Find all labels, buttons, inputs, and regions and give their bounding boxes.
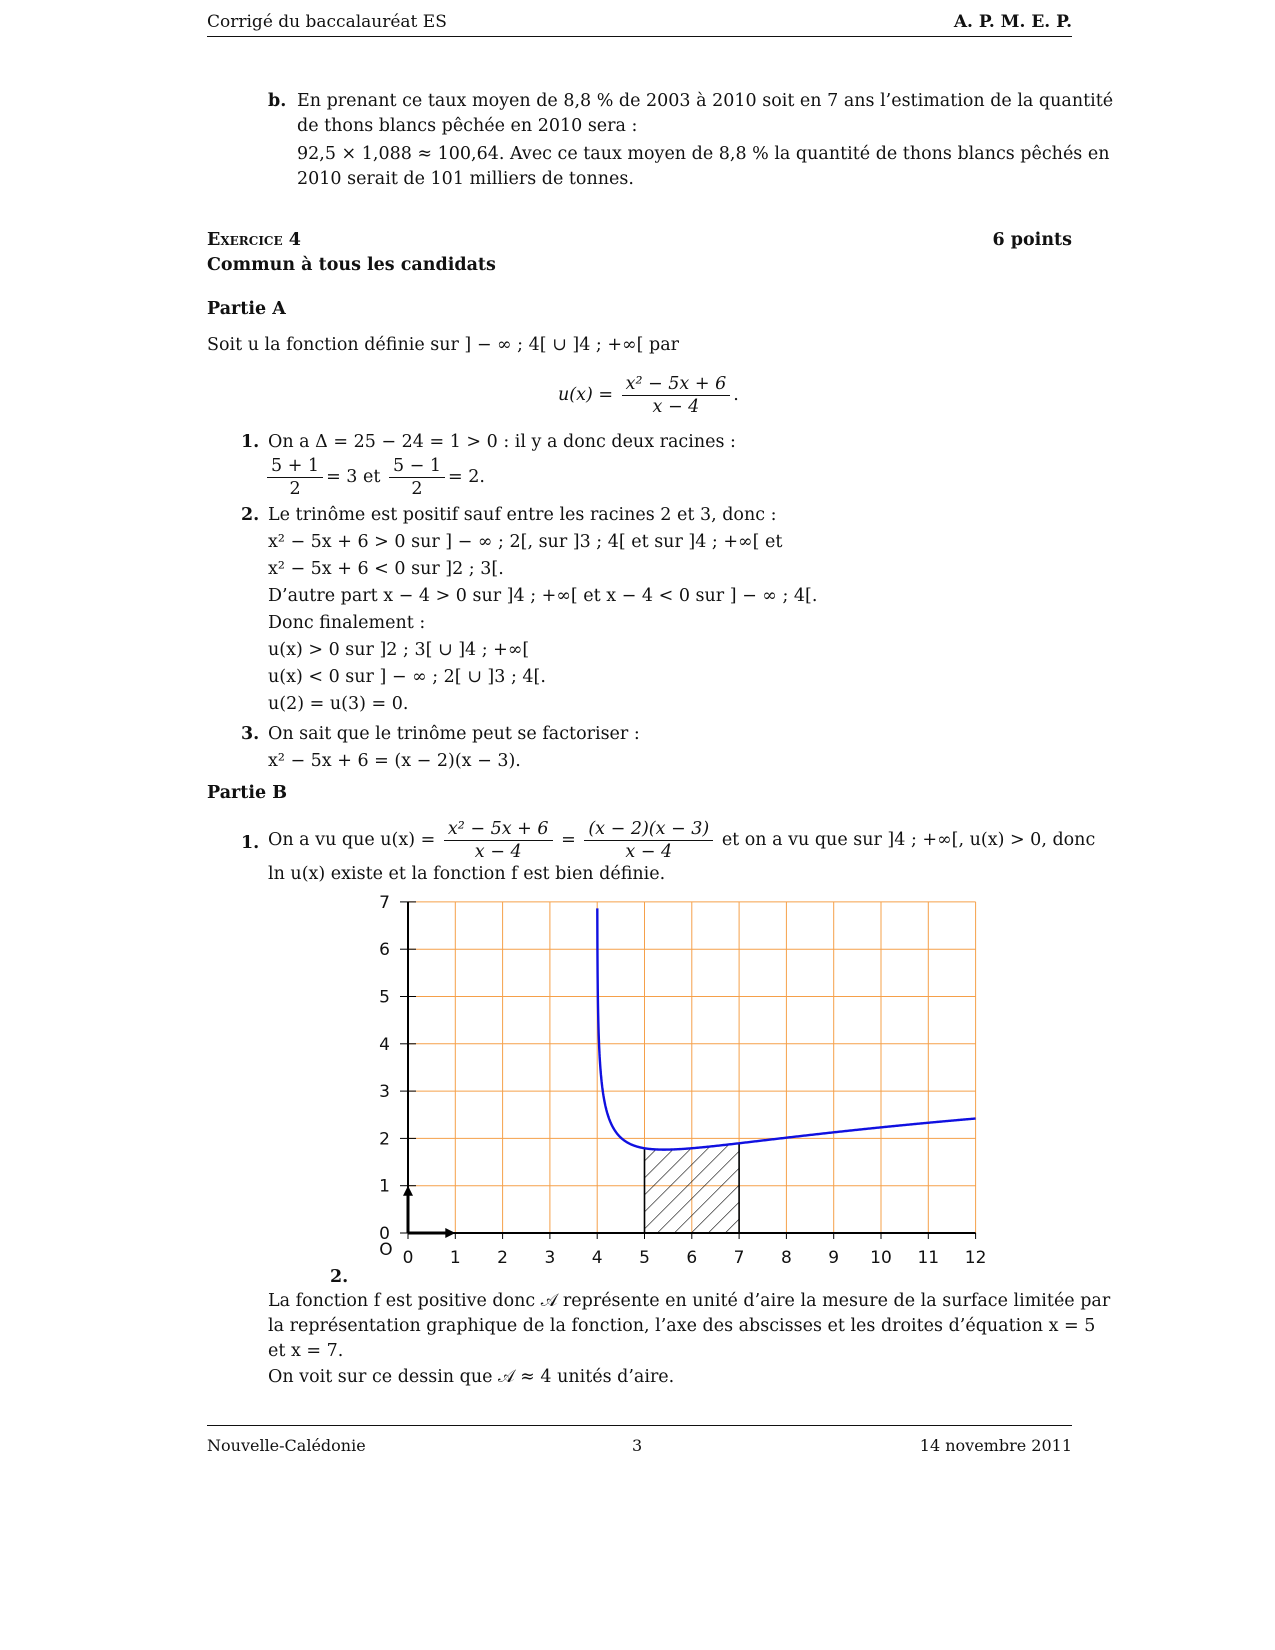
partA-q3-line: On sait que le trinôme peut se factoriser :: [268, 724, 640, 744]
partB-q2-line: La fonction f est positive donc 𝒜 représente en unité d’aire la mesure de la surface limitée par: [268, 1291, 1111, 1311]
prev-b-line3: 92,5 × 1,088 ≈ 100,64. Avec ce taux moyen de 8,8 % la quantité de thons blancs pêchés en: [297, 144, 1110, 164]
formula-denominator: x − 4: [652, 397, 700, 417]
function-graph: [360, 885, 1000, 1275]
partA-q2-line: Donc finalement :: [268, 613, 426, 633]
partB-q1-number: 1.: [241, 833, 260, 853]
partA-q2-line: x² − 5x + 6 > 0 sur ] − ∞ ; 2[, sur ]3 ; 4[ et sur ]4 ; +∞[ et: [268, 532, 783, 552]
partA-q1-text: On a Δ = 25 − 24 = 1 > 0 : il y a donc deux racines :: [268, 432, 736, 452]
x-tick-label: 11: [917, 1248, 940, 1268]
partB-f2-num: (x − 2)(x − 3): [584, 818, 713, 841]
header-org: A. P. M. E. P.: [953, 12, 1072, 32]
root2-num: 5 − 1: [389, 455, 445, 478]
partB-q2-line: la représentation graphique de la fonction, l’axe des abscisses et les droites d’équation x = 5: [268, 1316, 1096, 1336]
x-tick-label: 1: [449, 1248, 461, 1268]
formula-end: .: [733, 385, 739, 405]
root2-den: 2: [411, 479, 423, 499]
y-tick-label: 5: [379, 987, 390, 1008]
y-tick-label: 4: [379, 1034, 390, 1055]
root1-den: 2: [289, 479, 301, 499]
partA-q2-line: D’autre part x − 4 > 0 sur ]4 ; +∞[ et x − 4 < 0 sur ] − ∞ ; 4[.: [268, 586, 818, 606]
partA-q2-line: u(x) < 0 sur ] − ∞ ; 2[ ∪ ]3 ; 4[.: [268, 667, 546, 687]
partA-title: Partie A: [207, 299, 286, 319]
partB-q1-formula-line: [268, 818, 1095, 863]
x-tick-label: 9: [828, 1248, 840, 1268]
partB-q2-line: et x = 7.: [268, 1341, 344, 1361]
partB-fraction-1: [444, 818, 553, 863]
partA-formula: [558, 373, 739, 418]
item-marker-b: b.: [268, 91, 287, 111]
y-tick-label: 3: [379, 1082, 390, 1103]
partA-q2-number: 2.: [241, 505, 260, 525]
partB-q1-line2: ln u(x) existe et la fonction f est bien définie.: [268, 864, 666, 884]
roots-end: = 2.: [448, 467, 485, 487]
footer-left: Nouvelle-Calédonie: [207, 1436, 366, 1455]
partB-fraction-2: [584, 818, 713, 863]
exercise-points: 6 points: [992, 230, 1072, 250]
unit-arrow-i: [445, 1228, 455, 1238]
partB-f2-den: x − 4: [625, 842, 673, 862]
root2-fraction: [389, 455, 445, 500]
root1-fraction: [267, 455, 323, 500]
formula-fraction: [622, 373, 731, 418]
prev-b-line2: de thons blancs pêchée en 2010 sera :: [297, 116, 638, 136]
partA-q3-number: 3.: [241, 724, 260, 744]
y-tick-label: 0: [379, 1224, 390, 1244]
partB-f1-num: x² − 5x + 6: [444, 818, 553, 841]
x-tick-label: 7: [733, 1248, 745, 1268]
y-tick-label: 2: [379, 1129, 390, 1150]
partB-q1-start: On a vu que u(x) =: [268, 830, 436, 850]
exercise-subtitle: Commun à tous les candidats: [207, 255, 496, 275]
x-tick-label: 8: [780, 1248, 792, 1268]
y-tick-label: 7: [379, 892, 390, 913]
hatched-region: [645, 1143, 740, 1233]
x-tick-label: 0: [402, 1248, 414, 1268]
origin-label: O: [379, 1240, 393, 1260]
partA-intro: Soit u la fonction définie sur ] − ∞ ; 4[ ∪ ]4 ; +∞[ par: [207, 335, 680, 355]
root1-num: 5 + 1: [267, 455, 323, 478]
partB-q1-eq: =: [561, 830, 576, 850]
formula-lhs: u(x) =: [558, 385, 614, 405]
y-tick-label: 6: [379, 940, 390, 961]
roots-mid: = 3 et: [326, 467, 381, 487]
formula-numerator: x² − 5x + 6: [622, 373, 731, 396]
partB-title: Partie B: [207, 783, 287, 803]
footer-date: 14 novembre 2011: [919, 1436, 1072, 1455]
x-tick-label: 12: [964, 1248, 987, 1268]
x-tick-label: 6: [686, 1248, 698, 1268]
x-tick-label: 5: [639, 1248, 650, 1268]
unit-arrow-j: [403, 1186, 413, 1196]
partA-q3-line: x² − 5x + 6 = (x − 2)(x − 3).: [268, 751, 521, 771]
x-tick-label: 4: [591, 1248, 603, 1268]
x-tick-label: 3: [544, 1248, 556, 1268]
x-tick-label: 10: [870, 1248, 892, 1268]
page-header: [207, 12, 1072, 37]
partA-q2-line: u(x) > 0 sur ]2 ; 3[ ∪ ]4 ; +∞[: [268, 640, 530, 660]
partA-q2-line: x² − 5x + 6 < 0 sur ]2 ; 3[.: [268, 559, 504, 579]
y-tick-label: 1: [379, 1176, 390, 1197]
prev-b-line1: En prenant ce taux moyen de 8,8 % de 2003 à 2010 soit en 7 ans l’estimation de la quantité: [297, 91, 1114, 111]
partA-q1-roots: [264, 455, 485, 500]
partB-f1-den: x − 4: [474, 842, 522, 862]
exercise-title: Exercice 4: [207, 230, 301, 250]
partA-q2-line: u(2) = u(3) = 0.: [268, 694, 409, 714]
partB-q2-line: On voit sur ce dessin que 𝒜 ≈ 4 unités d’aire.: [268, 1367, 675, 1387]
shaded-area: [645, 1143, 740, 1233]
partB-q2-number: 2.: [330, 1267, 349, 1287]
partA-q2-line: Le trinôme est positif sauf entre les racines 2 et 3, donc :: [268, 505, 777, 525]
page-number: 3: [632, 1436, 643, 1455]
page-footer: [207, 1425, 1072, 1456]
partB-q1-end: et on a vu que sur ]4 ; +∞[, u(x) > 0, donc: [721, 830, 1096, 850]
header-title: Corrigé du baccalauréat ES: [207, 12, 447, 32]
prev-b-line4: 2010 serait de 101 milliers de tonnes.: [297, 169, 634, 189]
partA-q1-number: 1.: [241, 432, 260, 452]
x-tick-label: 2: [497, 1248, 509, 1268]
